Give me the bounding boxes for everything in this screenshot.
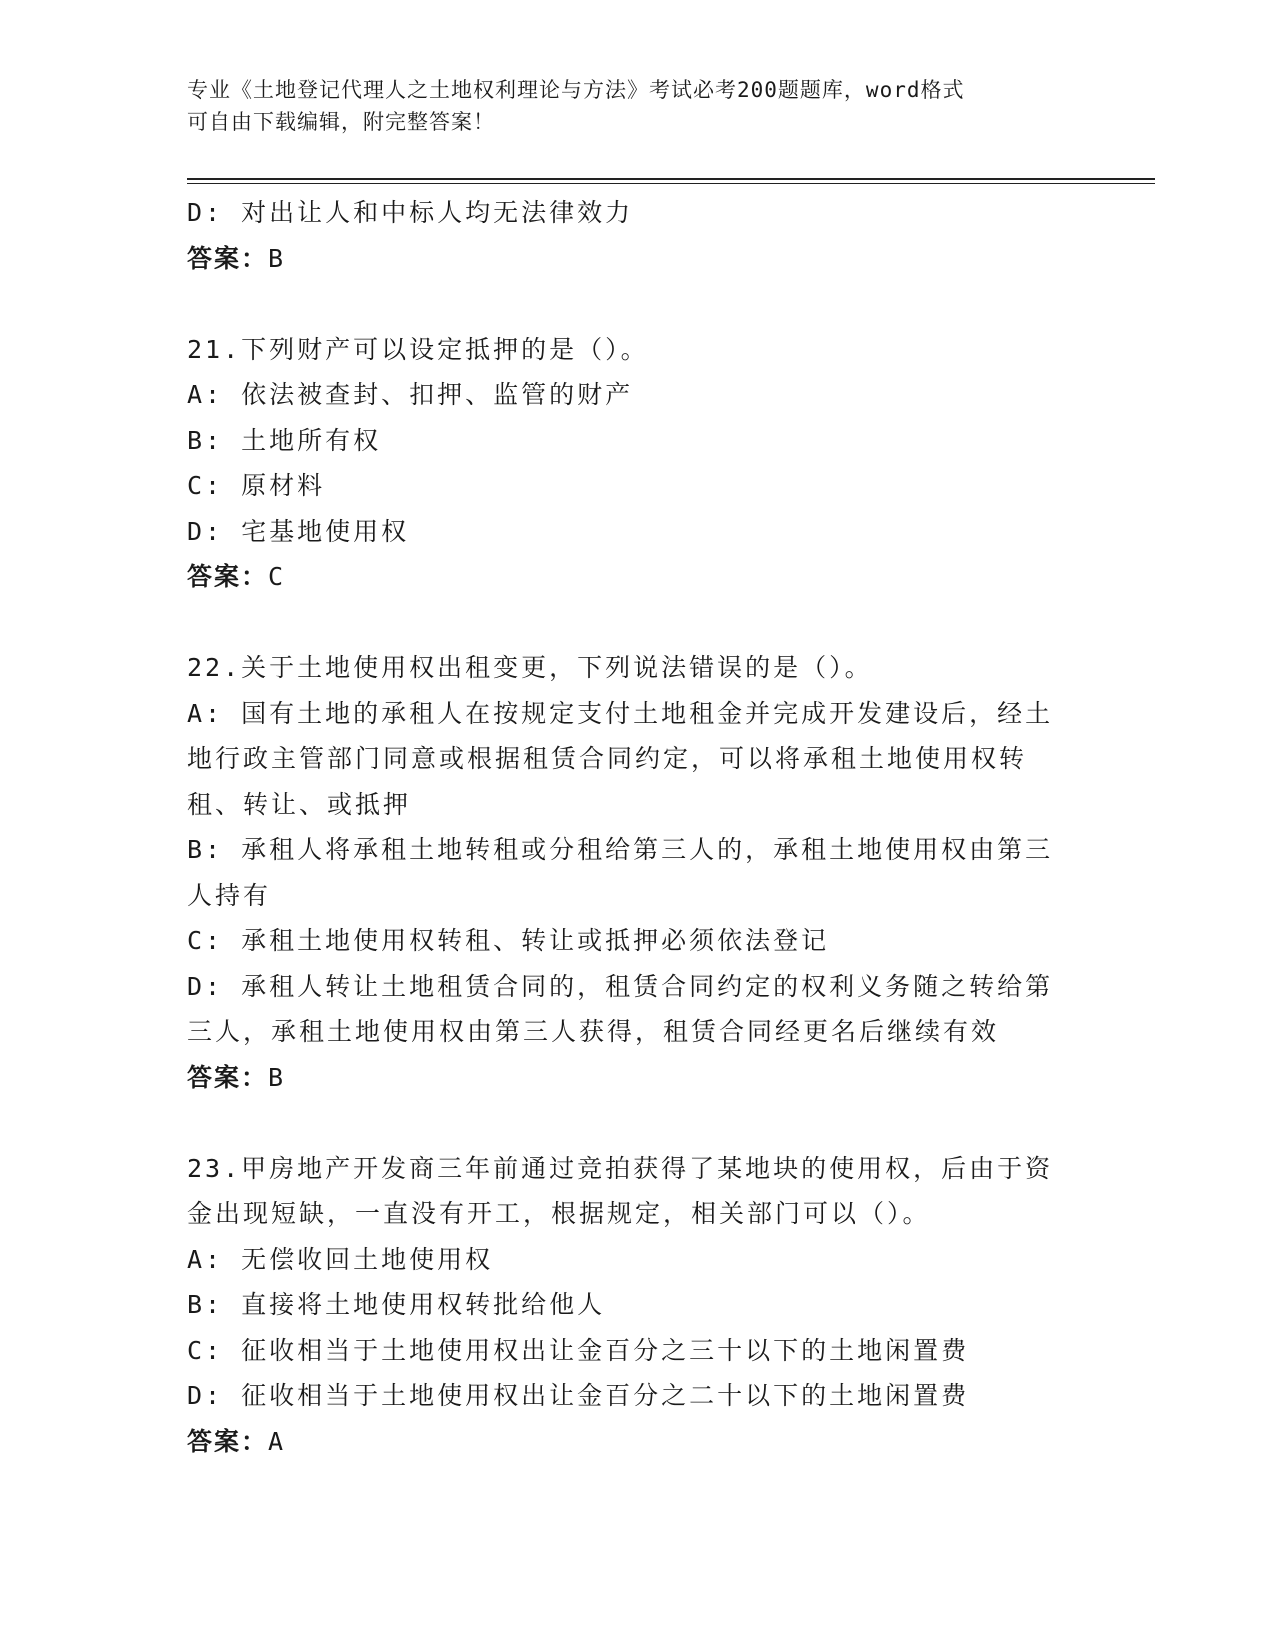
option-c: C: 承租土地使用权转租、转让或抵押必须依法登记 bbox=[187, 926, 830, 955]
option-b: B: 直接将土地使用权转批给他人 bbox=[187, 1290, 606, 1319]
spacer bbox=[187, 281, 1087, 327]
option-a-line-2: 地行政主管部门同意或根据租赁合同约定，可以将承租土地使用权转 bbox=[187, 744, 1028, 773]
option-c: C: 原材料 bbox=[187, 471, 326, 500]
prev-option-d: D: 对出让人和中标人均无法律效力 bbox=[187, 198, 634, 227]
answer-value: B bbox=[268, 243, 286, 273]
answer-value: B bbox=[268, 1062, 286, 1092]
answer-label: 答案： bbox=[187, 562, 269, 591]
question-23 bbox=[187, 1146, 1087, 1465]
question-21 bbox=[187, 327, 1087, 600]
option-d-line-1: D: 承租人转让土地租赁合同的，租赁合同约定的权利义务随之转给第 bbox=[187, 971, 1054, 1001]
option-d: D: 征收相当于土地使用权出让金百分之二十以下的土地闲置费 bbox=[187, 1381, 970, 1410]
answer-label: 答案： bbox=[187, 1426, 269, 1456]
option-a: A: 无偿收回土地使用权 bbox=[187, 1244, 494, 1274]
header-line-2: 可自由下载编辑，附完整答案！ bbox=[187, 110, 495, 134]
question-stem-line-2: 金出现短缺，一直没有开工，根据规定，相关部门可以（）。 bbox=[187, 1199, 931, 1228]
answer bbox=[187, 554, 1087, 600]
question-stem: 21.下列财产可以设定抵押的是（）。 bbox=[187, 334, 649, 364]
header-divider-thick bbox=[187, 178, 1155, 180]
option-d-line-2: 三人，承租土地使用权由第三人获得，租赁合同经更名后继续有效 bbox=[187, 1017, 1000, 1046]
option-a: A: 依法被查封、扣押、监管的财产 bbox=[187, 380, 634, 409]
option-a-line-1: A: 国有土地的承租人在按规定支付土地租金并完成开发建设后，经土 bbox=[187, 698, 1054, 728]
spacer bbox=[187, 600, 1087, 646]
prev-answer bbox=[187, 236, 1087, 282]
document-header bbox=[187, 74, 1087, 138]
option-b-line-1: B: 承租人将承租土地转租或分租给第三人的，承租土地使用权由第三 bbox=[187, 835, 1054, 864]
question-stem-line-1: 23.甲房地产开发商三年前通过竞拍获得了某地块的使用权，后由于资 bbox=[187, 1153, 1054, 1183]
question-content bbox=[187, 190, 1087, 1464]
option-d: D: 宅基地使用权 bbox=[187, 516, 410, 546]
answer bbox=[187, 1419, 1087, 1465]
answer-value: C bbox=[268, 562, 286, 591]
header-line-1: 专业《土地登记代理人之土地权利理论与方法》考试必考200题题库，word格式 bbox=[187, 78, 965, 102]
answer-label: 答案： bbox=[187, 1062, 269, 1092]
option-b: B: 土地所有权 bbox=[187, 425, 382, 455]
option-c: C: 征收相当于土地使用权出让金百分之三十以下的土地闲置费 bbox=[187, 1335, 970, 1365]
question-stem: 22.关于土地使用权出租变更，下列说法错误的是（）。 bbox=[187, 653, 873, 682]
option-b-line-2: 人持有 bbox=[187, 880, 272, 910]
header-divider-thin bbox=[187, 183, 1155, 184]
question-22 bbox=[187, 645, 1087, 1100]
answer-value: A bbox=[268, 1426, 286, 1456]
answer-label: 答案： bbox=[187, 243, 269, 273]
option-a-line-3: 租、转让、或抵押 bbox=[187, 789, 412, 819]
spacer bbox=[187, 1100, 1087, 1146]
answer bbox=[187, 1055, 1087, 1101]
